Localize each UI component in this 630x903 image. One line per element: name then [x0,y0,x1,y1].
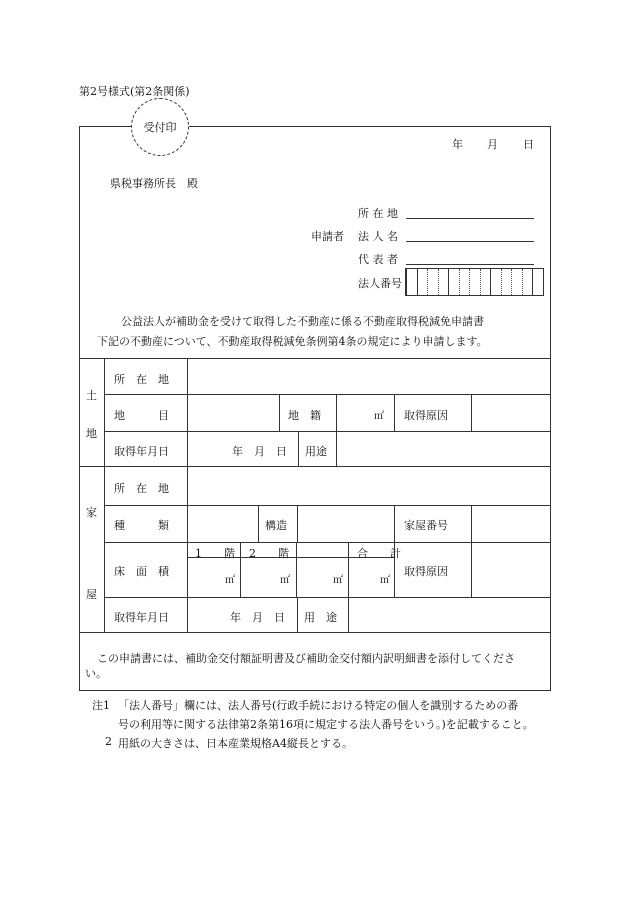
corp-number-digit [511,269,522,295]
representative-field[interactable] [406,264,534,265]
corp-number-digit [438,269,449,295]
date-month: 月 [487,138,498,151]
reception-stamp [131,98,189,156]
document-heading: 公益法人が補助金を受けて取得した不動産に係る不動産取得税減免申請書 [121,315,484,328]
house-use-label: 用 途 [304,611,337,624]
table-border [297,597,298,632]
corp-number-digit [480,269,491,295]
land-cause-label: 取得原因 [404,409,448,422]
table-border [348,542,349,597]
table-border [79,358,551,359]
land-acq-date-label: 取得年月日 [114,445,169,458]
table-border [394,394,395,431]
floor2-unit: ㎡ [280,575,290,586]
table-border [104,597,551,598]
representative-label: 代 表 者 [358,253,398,266]
house-structure-label: 構造 [265,519,287,532]
table-border [104,394,551,395]
addressee: 県税事務所長 殿 [110,177,198,190]
note2-text: 用紙の大きさは、日本産業規格A4縦長とする。 [118,737,353,750]
house-group-label-2: 屋 [86,588,97,601]
date-year: 年 [452,138,463,151]
corp-number-digit [448,269,459,295]
floor-area-label: 床 面 積 [114,565,169,578]
table-border [298,431,299,466]
corp-number-digit [532,269,543,295]
table-border [336,394,337,431]
corp-number-digit [501,269,512,295]
corp-number-digit [406,269,417,295]
intro-text: 下記の不動産について、不動産取得税減免条例第4条の規定により申請します。 [97,335,488,348]
table-border [79,632,551,633]
table-border [258,505,259,542]
corp-name-label: 法 人 名 [358,230,398,243]
total-label: 合 計 [357,547,401,560]
table-border [104,542,551,543]
corp-number-boxes[interactable] [405,268,544,296]
table-border [296,542,297,597]
form-title: 第2号様式(第2条関係) [79,85,190,98]
total-unit: ㎡ [380,575,390,586]
address-label: 所 在 地 [358,207,398,220]
corp-number-digit [469,269,480,295]
house-date-ymd: 年 月 日 [230,611,285,624]
table-border [79,466,551,467]
attachment-note-line1: この申請書には、補助金交付額証明書及び補助金交付額内訳明細書を添付してくださ [97,652,515,665]
corp-name-field[interactable] [406,241,534,242]
table-border [187,358,188,632]
note1-line1: 「法人番号」欄には、法人番号(行政手続における特定の個人を識別するための番 [118,699,519,712]
table-border [471,394,472,431]
land-location-label: 所 在 地 [114,373,169,386]
table-border [471,505,472,597]
corp-number-digit [427,269,438,295]
house-cause-label: 取得原因 [404,565,448,578]
land-area-label: 地 籍 [288,409,321,422]
applicant-label: 申請者 [311,230,344,243]
house-number-label: 家屋番号 [404,519,448,532]
floor1-unit: ㎡ [225,575,235,586]
table-border [104,358,105,632]
land-date-ymd: 年 月 日 [232,445,287,458]
note1-line2: 号の利用等に関する法律第2条第16項に規定する法人番号をいう。)を記載すること。 [118,718,534,731]
note2-label: 2 [105,735,112,748]
extra-unit: ㎡ [333,575,343,586]
address-field[interactable] [406,218,534,219]
land-category-label: 地 目 [114,409,169,422]
table-border [104,505,551,506]
corp-number-label: 法人番号 [358,277,402,290]
stamp-label: 受付印 [143,121,177,134]
corp-number-digit [490,269,501,295]
floor2-label: 2 階 [249,547,289,560]
table-border [240,542,241,597]
date-day: 日 [523,138,534,151]
land-group-label-1: 土 [86,389,97,402]
table-border [348,597,349,632]
land-use-label: 用途 [305,445,327,458]
land-area-unit: ㎡ [374,411,384,422]
table-border [297,505,298,542]
house-acq-date-label: 取得年月日 [114,611,169,624]
house-group-label-1: 家 [86,506,97,519]
note1-label: 注1 [92,699,110,712]
land-group-label-2: 地 [86,427,97,440]
table-border [104,431,551,432]
attachment-note-line2: い。 [85,667,107,680]
house-location-label: 所 在 地 [114,482,169,495]
corp-number-digit [417,269,428,295]
table-border [336,431,337,466]
house-kind-label: 種 類 [114,519,169,532]
table-border [279,394,280,431]
floor1-label: 1 階 [195,547,235,560]
corp-number-digit [522,269,533,295]
corp-number-digit [459,269,470,295]
